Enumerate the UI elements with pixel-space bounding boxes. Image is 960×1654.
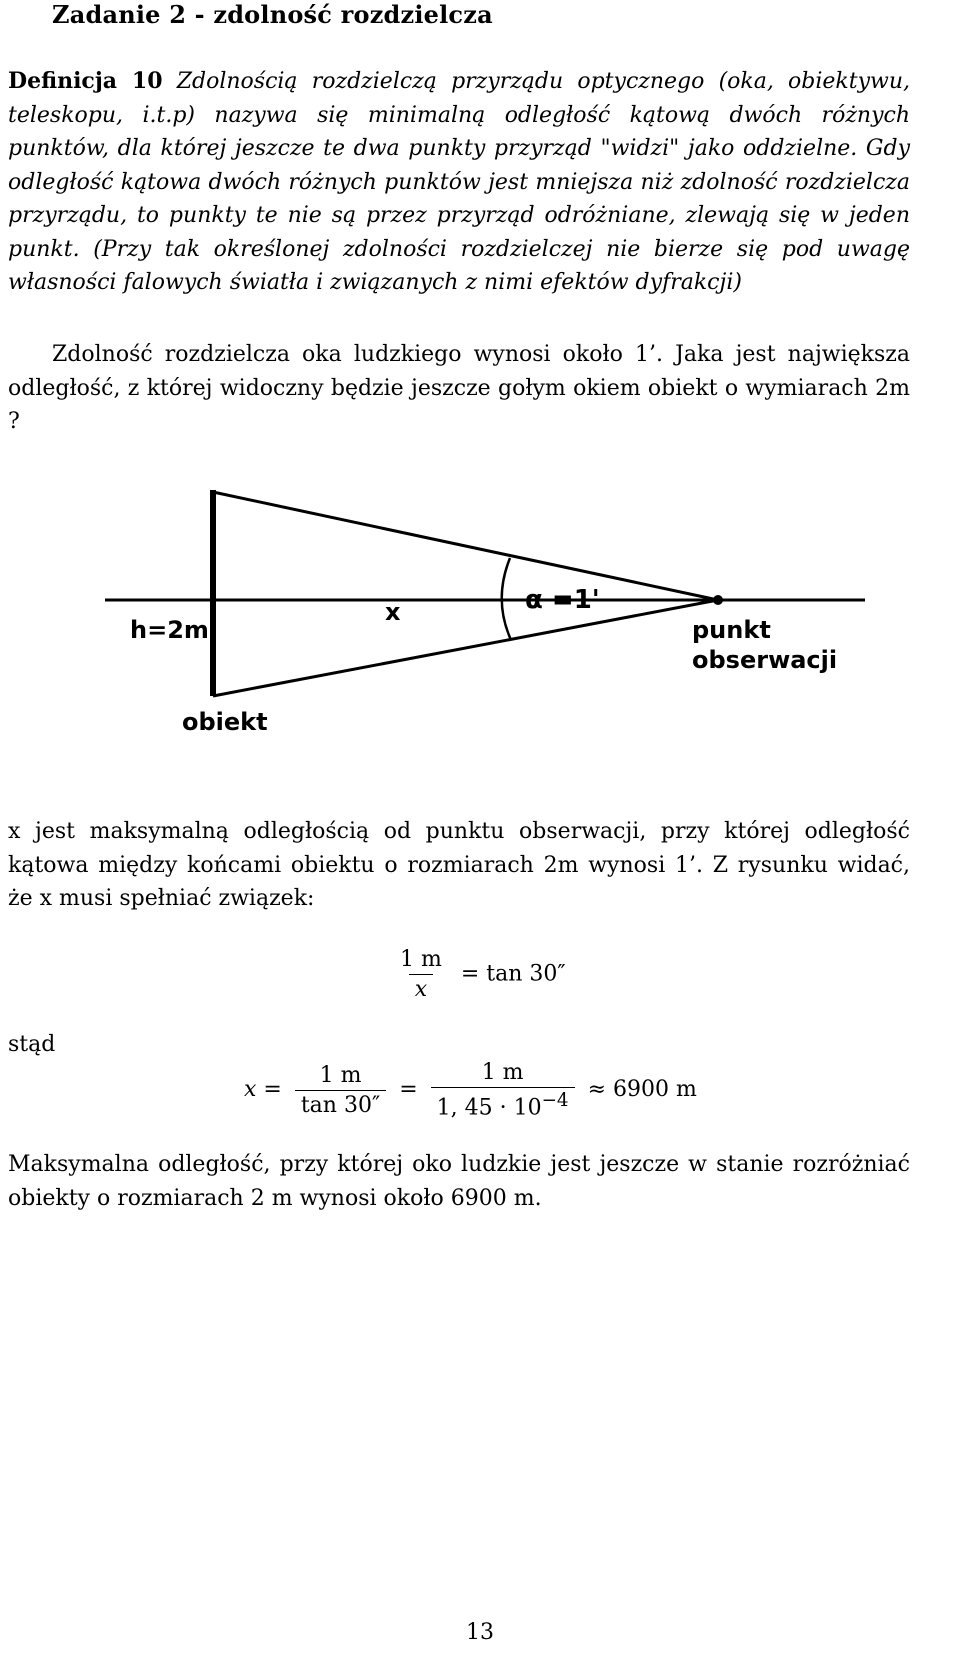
equation-2-frac1-denominator: tan 30″ <box>295 1090 386 1118</box>
label-object: obiekt <box>182 708 268 736</box>
equation-1-rhs: = tan 30″ <box>460 961 566 987</box>
label-alpha: α =1' <box>525 585 600 615</box>
equation-2-frac2-denominator <box>431 1087 575 1120</box>
label-observation: obserwacji <box>692 646 838 674</box>
equation-1 <box>388 947 566 1002</box>
label-point: punkt <box>692 616 771 644</box>
equation-2-frac2-base: 1, 45 · 10 <box>436 1095 542 1121</box>
equation-2-frac2-numerator: 1 m <box>481 1060 524 1085</box>
equation-2-equals: = <box>399 1077 418 1103</box>
conclusion-text: Maksymalna odległość, przy której oko ludzkie jest jeszcze w stanie rozróżniać obiekty o rozmiarach 2 m wynosi około 6900 m. <box>8 1152 910 1211</box>
resolution-diagram <box>0 490 960 740</box>
stad-label: stąd <box>8 1032 56 1057</box>
equation-1-denominator: x <box>409 974 433 1002</box>
label-x: x <box>385 598 401 626</box>
equation-1-fraction <box>394 947 448 1002</box>
observation-point <box>713 595 723 605</box>
equation-1-numerator: 1 m <box>400 947 442 972</box>
lower-ray <box>213 600 718 696</box>
definition-text: Zdolnością rozdzielczą przyrządu optycznego (oka, obiektywu, teleskopu, i.t.p) nazywa się minimalną odległość kątową dwóch różnych punktów, dla której jeszcze te dwa punkty przyrząd "widzi" jako oddzielne. Gdy odległość kątowa dwóch różnych punktów jest mniejsza niż zdolność rozdzielcza przyrządu, to punkty te nie są przez przyrząd odróżniane, zlewają się w jeden punkt. (Przy tak określonej zdolności rozdzielczej nie bierze się pod uwagę własności falowych światła i związanych z nimi efektów dyfrakcji) <box>8 69 911 295</box>
definition-label: Definicja 10 <box>8 68 163 94</box>
equation-2-frac2-exponent: −4 <box>541 1090 569 1111</box>
label-h: h=2m <box>130 616 209 644</box>
equation-2-lhs: x = <box>244 1077 282 1103</box>
equation-2-fraction-1 <box>295 1063 386 1118</box>
definition-paragraph <box>8 65 910 300</box>
section-title: Zadanie 2 - zdolność rozdzielcza <box>52 0 493 29</box>
problem-text: Zdolność rozdzielcza oka ludzkiego wynosi około 1’. Jaka jest największa odległość, z której widoczny będzie jeszcze gołym okiem obiekt o wymiarach 2m ? <box>8 342 910 434</box>
equation-2-approx: ≈ 6900 m <box>587 1077 697 1103</box>
solution-text: x jest maksymalną odległością od punktu obserwacji, przy której odległość kątowa między końcami obiektu o rozmiarach 2m wynosi 1’. Z rysunku widać, że x musi spełniać związek: <box>8 819 910 911</box>
equation-2-fraction-2 <box>431 1060 575 1120</box>
upper-ray <box>213 492 718 600</box>
equation-2-frac1-numerator: 1 m <box>319 1062 362 1088</box>
page-number: 13 <box>466 1620 494 1645</box>
equation-2 <box>244 1060 697 1120</box>
